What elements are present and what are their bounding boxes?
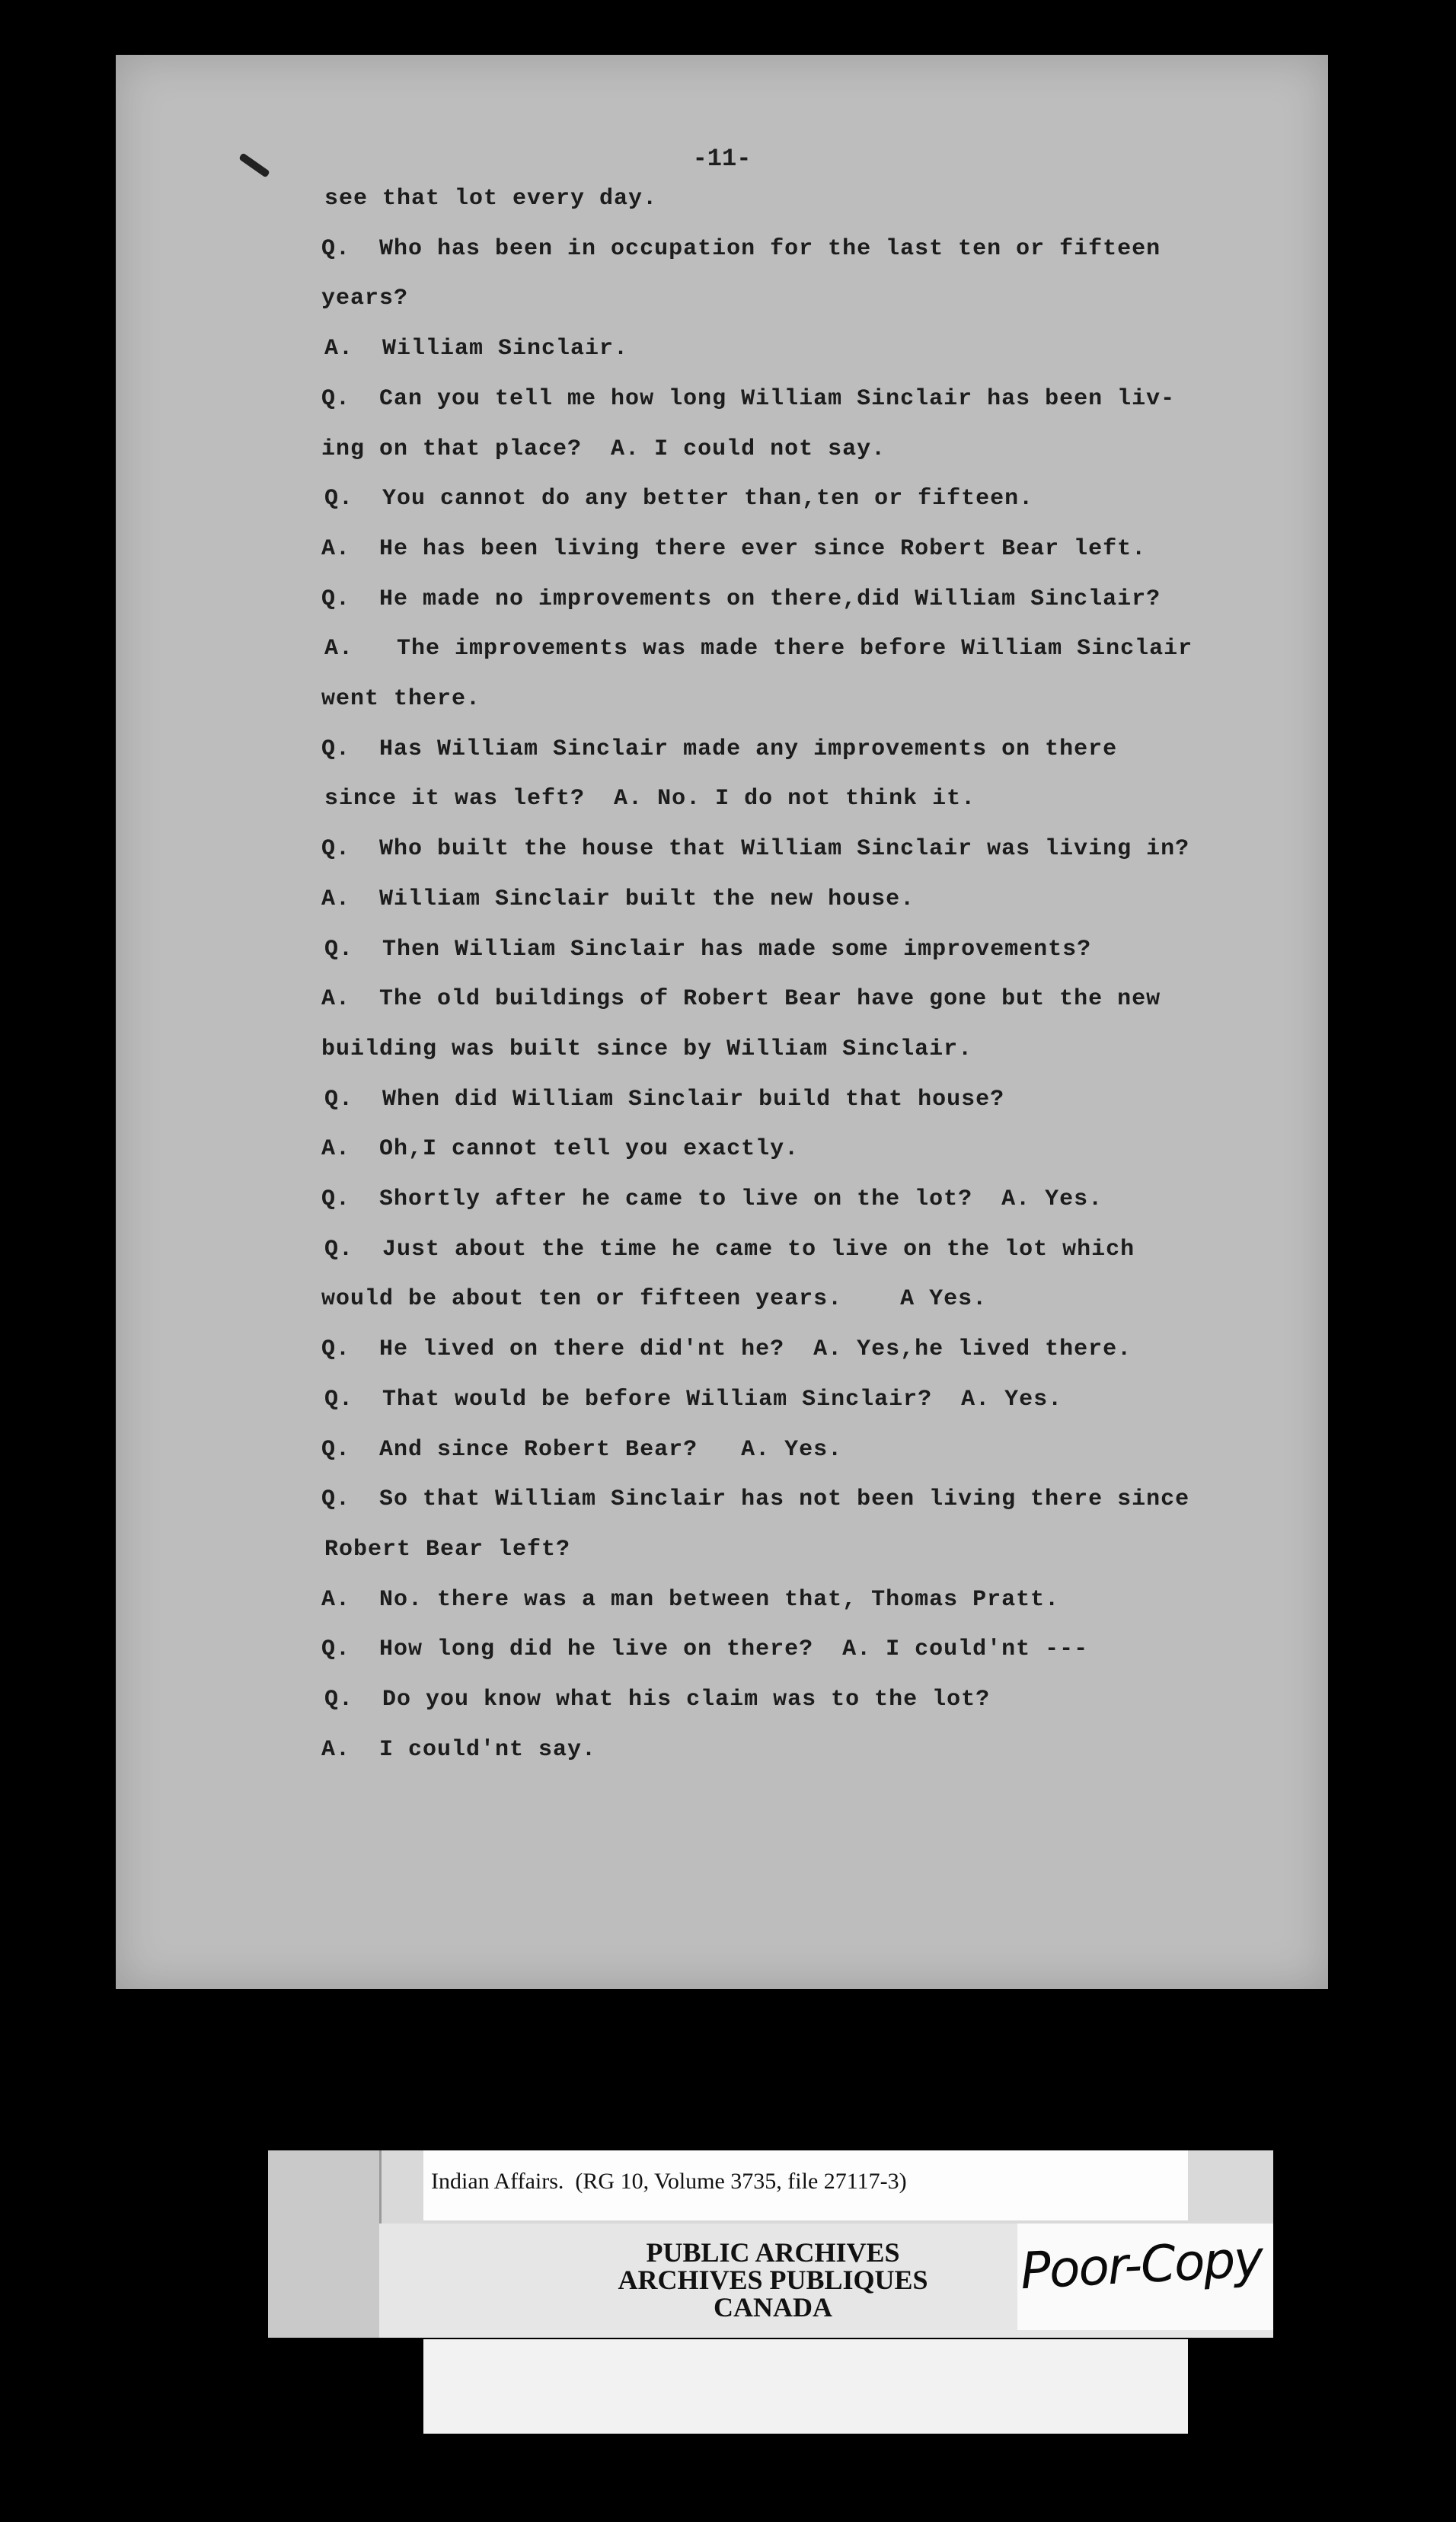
archive-line-french: ARCHIVES PUBLIQUES: [618, 2265, 928, 2295]
transcript-line: Q. Then William Sinclair has made some improvements?: [324, 937, 1092, 963]
transcript-line: see that lot every day.: [324, 186, 658, 212]
transcript-line: ing on that place? A. I could not say.: [321, 436, 886, 462]
transcript-line: since it was left? A. No. I do not think it.: [324, 786, 976, 812]
transcript-line: Q. Has William Sinclair made any improvements on there: [321, 736, 1118, 762]
transcript-line: A. William Sinclair built the new house.: [321, 886, 915, 912]
transcript-line: A. Oh,I cannot tell you exactly.: [321, 1136, 800, 1162]
transcript-line: Robert Bear left?: [324, 1537, 571, 1563]
reference-text: Indian Affairs. (RG 10, Volume 3735, file 27117-3): [431, 2169, 907, 2194]
transcript-line: A. No. there was a man between that, Thomas Pratt.: [321, 1587, 1060, 1613]
transcript-line: would be about ten or fifteen years. A Yes.: [321, 1286, 988, 1312]
transcript-line: Q. Who built the house that William Sinclair was living in?: [321, 836, 1190, 862]
transcript-line: years?: [321, 286, 409, 311]
archive-line-english: PUBLIC ARCHIVES: [646, 2237, 900, 2268]
archive-name: [556, 2239, 990, 2321]
transcript-line: Q. Shortly after he came to live on the lot? A. Yes.: [321, 1186, 1103, 1212]
blank-card: [423, 2339, 1188, 2434]
archive-line-country: CANADA: [714, 2292, 832, 2322]
transcript-line: A. He has been living there ever since Robert Bear left.: [321, 536, 1147, 562]
transcript-line: Q. That would be before William Sinclair? A. Yes.: [324, 1387, 1063, 1413]
transcript-line: Q. Just about the time he came to live on the lot which: [324, 1237, 1135, 1263]
transcript-line: Q. When did William Sinclair build that house?: [324, 1087, 1005, 1113]
transcript-line: Q. Who has been in occupation for the last ten or fifteen: [321, 236, 1161, 262]
transcript-line: Q. Can you tell me how long William Sinclair has been liv-: [321, 386, 1176, 412]
transcript-line: A. I could'nt say.: [321, 1737, 597, 1763]
transcript-line: A. The old buildings of Robert Bear have gone but the new: [321, 986, 1161, 1012]
transcript-line: Q. He made no improvements on there,did William Sinclair?: [321, 586, 1161, 612]
page-number: -11-: [692, 145, 752, 173]
transcript-line: A. The improvements was made there before William Sinclair: [324, 636, 1193, 662]
transcript-line: Q. How long did he live on there? A. I could'nt ---: [321, 1636, 1089, 1662]
transcript-line: went there.: [321, 686, 481, 712]
transcript-line: A. William Sinclair.: [324, 336, 629, 362]
label-tab: [268, 2150, 382, 2338]
transcript-line: Q. So that William Sinclair has not been living there since: [321, 1486, 1190, 1512]
transcript-line: building was built since by William Sinclair.: [321, 1036, 973, 1062]
transcript-line: Q. Do you know what his claim was to the lot?: [324, 1687, 991, 1713]
transcript-line: Q. You cannot do any better than,ten or fifteen.: [324, 486, 1034, 512]
transcript-line: Q. He lived on there did'nt he? A. Yes,he lived there.: [321, 1336, 1132, 1362]
transcript-line: Q. And since Robert Bear? A. Yes.: [321, 1437, 843, 1463]
poor-copy-stamp: Poor-Copy: [1019, 2229, 1264, 2301]
